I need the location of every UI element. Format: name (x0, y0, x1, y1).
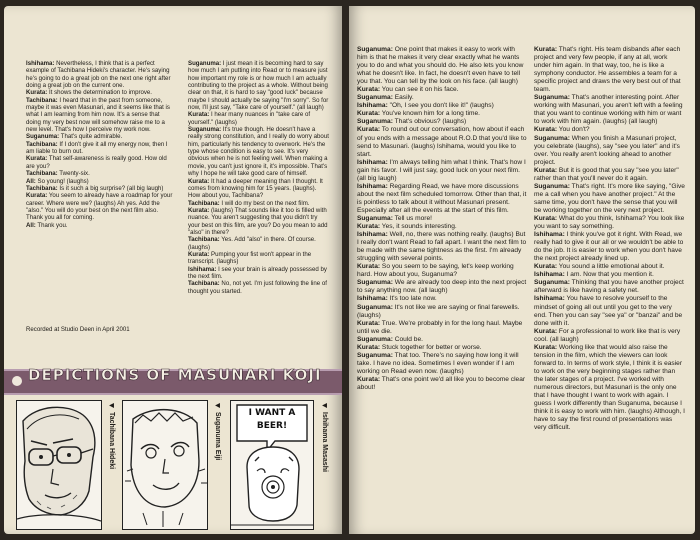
dialogue-text: It's too late now. (387, 295, 437, 303)
dialogue-text: Could be. (392, 335, 423, 343)
dialogue-text: Yes, it sounds interesting. (380, 223, 457, 231)
dialogue-line (357, 344, 527, 352)
dialogue-text: Easily. (392, 94, 414, 102)
speaker-name: Kurata: (534, 214, 558, 222)
dialogue-text: I will do my best on the next film. (219, 199, 310, 207)
dialogue-line (357, 86, 527, 94)
dialogue-line (357, 295, 527, 303)
speaker-name: All: (26, 177, 36, 185)
speaker-name: Kurata: (534, 327, 558, 335)
speaker-name: Kurata: (534, 263, 558, 271)
speaker-name: Ishihama: (357, 158, 388, 166)
dialogue-text: Is it such a big surprise? (all big laugh) (57, 184, 164, 192)
dialogue-text: I think you've got it right. With Read, we really had to give it our all or we wouldn't be able to do the job. It is easier to work when you don't have the next project already lined up. (534, 231, 684, 263)
dialogue-text: Nevertheless, I think that is a perfect example of Tachibana Hideki's character. He's saying he's going to do a great job on the next one right after doing a great job on the current one. (26, 60, 171, 90)
speaker-name: Suganuma: (534, 94, 570, 102)
dialogue-line (26, 89, 176, 96)
left-page (4, 6, 342, 534)
dialogue-text: I am. Now that you mention it. (564, 271, 654, 279)
dialogue-text: It's true though. He doesn't have a really strong constitution, and I really do worry about him, particularly his tendency to overwork. He's the type whose condition is easy to see. It's very obvious when he is not feeling well. When making a movie, you can't just ignore it, it's impossible. That's why I hope he will take good care of himself. (188, 126, 329, 178)
dialogue-text: Tell us more! (392, 214, 432, 222)
dialogue-line (26, 185, 176, 192)
dialogue-text: It's not like we are saying or final farewells. (laughs) (357, 303, 520, 319)
recorded-note: Recorded at Studio Deen in April 2001 (26, 326, 130, 333)
dialogue-text: I'm always telling him what I think. That's how I gain his favor. I will just say, good luck on your next film. (all big laugh) (357, 158, 526, 182)
dialogue-text: You sound a little emotional about it. (557, 263, 665, 271)
portrait-sketch-icon (122, 400, 208, 530)
dialogue-line (357, 102, 527, 110)
dialogue-text: You have to resolve yourself to the mindset of going all out until you get to the very end. Then you can say "see ya" or "banzai" and be done with it. (534, 295, 683, 327)
section-title: DEPICTIONS OF MASUNARI KOJI (28, 366, 322, 384)
dialogue-line (188, 111, 330, 126)
speaker-name: Suganuma: (357, 279, 393, 287)
left-column-2 (188, 60, 330, 295)
arrow-icon: ◀ (214, 402, 220, 409)
speaker-name: Kurata: (188, 111, 210, 119)
section-header-band (4, 366, 342, 395)
speaker-name: Kurata: (357, 86, 381, 94)
dialogue-line (188, 200, 330, 207)
dialogue-text: No, not yet. I'm just following the line of thought you started. (188, 280, 327, 295)
dialogue-text: It had a deeper meaning than I thought. It comes from knowing him for 15 years. (laughs). How about you, Tachibana? (188, 177, 323, 200)
dialogue-line (534, 94, 686, 126)
speaker-name: Kurata: (357, 110, 381, 118)
arrow-icon: ◀ (108, 402, 114, 409)
dialogue-text: Well, no, there was nothing really. (laughs) But I really don't want Read to fall apart. I want the next film to be made with the same tightness as the first. I'm already struggling with several points. (357, 231, 527, 263)
dialogue-line (534, 295, 686, 327)
dialogue-text: I heard that in the past from someone, maybe it was even Masunari, and it seems like that is what I am learning from him now. It's a sense that doing my very best now will somehow raise me to a new level. That's how I perceive my work now. (26, 96, 170, 134)
dialogue-line (534, 135, 686, 167)
dialogue-text: If I don't give it all my energy now, then I am liable to burn out. (26, 140, 168, 156)
speaker-name: Kurata: (534, 46, 558, 53)
speaker-name: Kurata: (188, 250, 210, 258)
dialogue-line (534, 215, 686, 231)
dialogue-text: So young! (laughs) (35, 177, 89, 185)
speaker-name: Suganuma: (357, 118, 393, 126)
dialogue-line (188, 178, 330, 200)
dialogue-line (534, 279, 686, 295)
speaker-name: Kurata: (357, 223, 381, 231)
dialogue-text: True. We're probably in for the long haul. Maybe until we die. (357, 319, 523, 335)
speaker-name: Suganuma: (534, 134, 570, 142)
speaker-name: Tachibana: (26, 184, 58, 192)
speaker-name: Kurata: (188, 177, 210, 185)
speaker-name: Kurata: (26, 192, 48, 200)
dialogue-line (357, 376, 527, 392)
left-column-1 (26, 60, 176, 229)
dialogue-text: That's quite admirable. (59, 133, 123, 141)
speaker-name: Suganuma: (357, 303, 393, 311)
dialogue-text: To round out our conversation, how about if each of you ends with a message about R.O.D that you'd like to send to Masunari. (laughs) Ishihama, would you like to start. (357, 126, 527, 158)
speaker-name: Ishihama: (534, 295, 565, 303)
speaker-name: Kurata: (357, 375, 381, 383)
depictions-section (4, 366, 342, 534)
dialogue-line (357, 223, 527, 231)
portrait-with-glasses-icon (16, 400, 102, 530)
dialogue-text: I just mean it is becoming hard to say how much I am putting into Read or to measure just how important my role is or how much I am actually contributing to the project as a whole. Without being clear on that, it is hard to say "good luck" because maybe I should actually be saying "I'm sorry". So for now, I'll just say, "Take care of yourself." (all laugh) (188, 60, 329, 112)
dialogue-line (357, 159, 527, 183)
dialogue-line (188, 60, 330, 111)
dialogue-line (188, 251, 330, 266)
dialogue-line (188, 236, 330, 251)
speaker-name: Tachibana: (188, 236, 220, 244)
dialogue-line (26, 170, 176, 177)
dialogue-text: Twenty-six. (57, 170, 90, 178)
right-column-1 (357, 46, 527, 392)
speaker-name: All: (26, 221, 36, 229)
speaker-name: Tachibana: (188, 280, 220, 288)
dialogue-line (26, 155, 176, 170)
dialogue-text: When you finish a Masunari project, you celebrate (laughs), say "see you later" and it's over. You really aren't looking ahead to another project. (534, 134, 680, 166)
dialogue-text: You don't? (557, 126, 590, 134)
speaker-name: Ishihama: (357, 102, 388, 110)
dialogue-line (357, 279, 527, 295)
speaker-name: Tachibana: (188, 199, 220, 207)
dialogue-text: That too. There's no saying how long it will take. I have no idea. Sometimes I even wonder if I am working on Read even now. (laughs) (357, 351, 519, 375)
dialogue-line (26, 192, 176, 221)
dialogue-line (357, 320, 527, 336)
speaker-name: Kurata: (357, 263, 381, 271)
dialogue-line (26, 133, 176, 140)
speaker-name: Kurata: (534, 343, 558, 351)
bullet-icon (12, 376, 22, 386)
dialogue-line (357, 110, 527, 118)
right-page (349, 6, 695, 534)
dialogue-line (188, 126, 330, 177)
dialogue-line (357, 118, 527, 126)
dialogue-text: Yes. Add "also" in there. Of course. (laughs) (188, 236, 316, 251)
speaker-name: Tachibana: (26, 140, 58, 148)
dialogue-text: I see your brain is already possessed by the next film. (188, 265, 327, 280)
dialogue-text: Thinking that you have another project afterward is like having a safety net. (534, 279, 684, 295)
dialogue-text: That's another interesting point. After working with Masunari, you aren't left with a feeling that you want to continue working with him or want to work with him again. (laughs) (all laugh) (534, 94, 683, 126)
speaker-name: Kurata: (357, 343, 381, 351)
dialogue-text: I hear many nuances in "take care of yourself." (laughs) (188, 111, 311, 126)
dialogue-line (534, 126, 686, 134)
dialogue-text: That self-awareness is really good. How old are you? (26, 155, 167, 170)
dialogue-text: You seem to already have a roadmap for your career. Where were we? (laughs) Ah yes. Add the "also." You will do your best on the next film also. Thank you all for coming. (26, 192, 173, 222)
speaker-name: Suganuma: (26, 133, 60, 141)
dialogue-line (534, 46, 686, 94)
credit-label-2: ◀Suganuma Eiji (214, 402, 221, 461)
dialogue-line (26, 178, 176, 185)
speaker-name: Kurata: (357, 319, 381, 327)
speech-bubble-text: I WANT A BEER! (248, 408, 296, 431)
speaker-name: Suganuma: (357, 46, 393, 53)
speaker-name: Kurata: (26, 155, 48, 163)
speaker-name: Ishihama: (534, 271, 565, 279)
dialogue-line (357, 215, 527, 223)
dialogue-text: (laughs) That sounds like it too is filled with nuance. You aren't suggesting that you didn't try your best on this film, are you? Do you mean to add "also" in there? (188, 206, 328, 236)
credit-label-1: ◀Tachibana Hideki (108, 402, 115, 470)
speaker-name: Suganuma: (188, 60, 222, 67)
speaker-name: Suganuma: (357, 94, 393, 102)
speaker-name: Kurata: (26, 89, 48, 97)
dialogue-text: That's obvious? (laughs) (392, 118, 467, 126)
speaker-name: Ishihama: (534, 231, 565, 239)
dialogue-line (357, 183, 527, 215)
speaker-name: Suganuma: (534, 182, 570, 190)
dialogue-text: What do you think, Ishihama? You look like you want to say something. (534, 214, 685, 231)
dialogue-line (357, 46, 527, 86)
dialogue-line (534, 231, 686, 263)
speaker-name: Kurata: (534, 166, 558, 174)
dialogue-text: "Oh, I see you don't like it!" (laughs) (387, 102, 494, 110)
dialogue-line (357, 336, 527, 344)
dialogue-line (357, 94, 527, 102)
speaker-name: Suganuma: (357, 335, 393, 343)
beer-cartoon-icon (230, 400, 314, 530)
speaker-name: Ishihama: (357, 182, 388, 190)
dialogue-line (357, 263, 527, 279)
speaker-name: Ishihama: (357, 295, 388, 303)
speaker-name: Suganuma: (188, 126, 222, 134)
dialogue-line (26, 222, 176, 229)
arrow-icon: ◀ (321, 402, 327, 409)
dialogue-text: That's right. His team disbands after each project and very few people, if any at all, work under him again. In that way, too, he is like a symphony conductor. He assembles a team for a specific project and draws the very best out of that team. (534, 46, 681, 94)
dialogue-line (534, 271, 686, 279)
dialogue-text: It shows the determination to improve. (47, 89, 153, 97)
speaker-name: Tachibana: (26, 96, 58, 104)
dialogue-line (534, 183, 686, 215)
dialogue-line (534, 263, 686, 271)
dialogue-text: Working like that would also raise the tension in the film, which the viewers can look forward to. In terms of work style, I think it is easier to work on the very beginning stages rather than the later stages of a project. I've worked with numerous directors, but Masunari is the only one that I have thought I want to work with again. I guess I work differently than Suganuma, because I think it is easy to work with him. (laughs) Although, I have to say the first round of presentations was very difficult. (534, 343, 685, 432)
dialogue-text: One point that makes it easy to work with him is that he makes it very clear exactly what he wants you to do and what you should do. He also lets you know what he doesn't like. In fact, he doesn't even have to tell you that. You can tell by the look on his face. (all laugh) (357, 46, 524, 86)
dialogue-text: You can see it on his face. (380, 86, 459, 94)
dialogue-text: For a professional to work like that is very cool. (all laugh) (534, 327, 681, 343)
speaker-name: Tachibana: (26, 170, 58, 178)
speaker-name: Kurata: (188, 206, 210, 214)
speaker-name: Kurata: (534, 126, 558, 134)
credit-label-3: ◀Ishihama Masashi (321, 402, 328, 472)
dialogue-text: But it is good that you say "see you later" rather than that you'll never do it again. (534, 166, 679, 182)
dialogue-line (188, 207, 330, 236)
dialogue-line (188, 266, 330, 281)
dialogue-line (357, 304, 527, 320)
dialogue-text: We are already too deep into the next project to say anything now. (all laugh) (357, 279, 527, 295)
dialogue-line (357, 126, 527, 158)
dialogue-text: So you seem to be saying, let's keep working hard. How about you, Suganuma? (357, 263, 514, 279)
speaker-name: Suganuma: (357, 214, 393, 222)
dialogue-line (357, 231, 527, 263)
dialogue-text: Pumping your fist won't appear in the transcript. (laughs) (188, 250, 312, 266)
right-column-2 (534, 46, 686, 432)
dialogue-text: That's right. It's more like saying, "Give me a call when you have another project." At the same time, you don't have the sense that you will be working together on the very next project. (534, 182, 685, 214)
speaker-name: Ishihama: (26, 60, 55, 67)
speaker-name: Suganuma: (534, 279, 570, 287)
dialogue-text: That's one point we'd all like you to become clear about! (357, 375, 526, 391)
dialogue-line (534, 344, 686, 433)
speaker-name: Ishihama: (357, 231, 388, 239)
dialogue-text: Regarding Read, we have more discussions about the next film scheduled tomorrow. Other than that, it is pointless to talk about it without Masunari present. Especially after all the events at the start of this film. (357, 182, 527, 214)
dialogue-text: Thank you. (35, 221, 68, 229)
speaker-name: Kurata: (357, 126, 381, 134)
dialogue-line (26, 141, 176, 156)
dialogue-line (188, 280, 330, 295)
dialogue-line (26, 97, 176, 134)
dialogue-text: Stuck together for better or worse. (380, 343, 482, 351)
dialogue-line (26, 60, 176, 89)
dialogue-line (534, 167, 686, 183)
speaker-name: Ishihama: (188, 265, 217, 273)
dialogue-line (357, 352, 527, 376)
dialogue-text: You've known him for a long time. (380, 110, 480, 118)
dialogue-line (534, 328, 686, 344)
speaker-name: Suganuma: (357, 351, 393, 359)
